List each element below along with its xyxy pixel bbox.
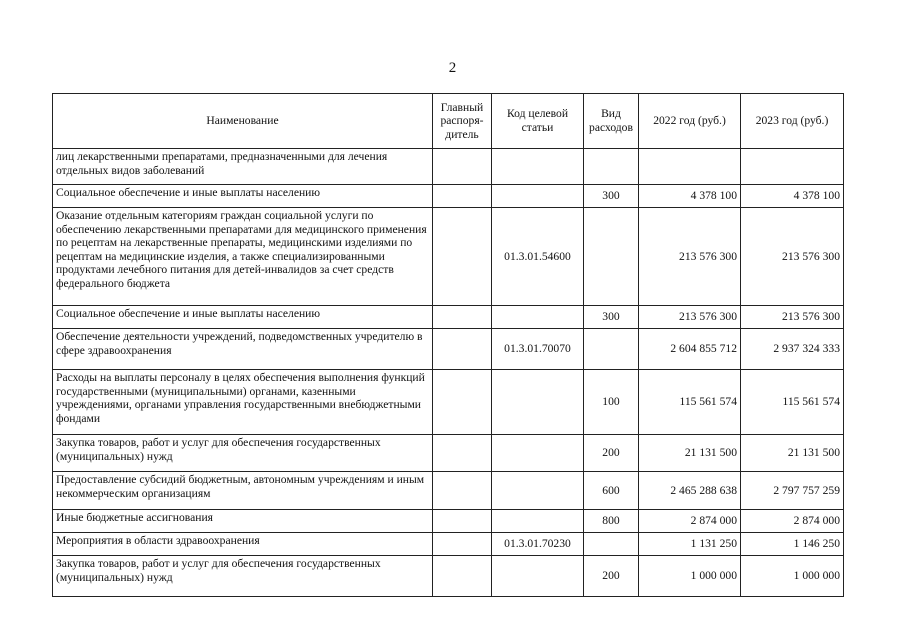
- row-2023: 213 576 300: [741, 306, 844, 329]
- row-2022: 1 131 250: [639, 533, 741, 556]
- row-name: Предоставление субсидий бюджетным, автономным учреждениям и иным некоммерческим организациям: [53, 472, 433, 510]
- row-2023: [741, 149, 844, 185]
- row-2022: 21 131 500: [639, 435, 741, 472]
- row-manager: [433, 510, 492, 533]
- row-type: 300: [584, 185, 639, 208]
- row-type: [584, 149, 639, 185]
- row-code: [492, 185, 584, 208]
- row-2023: 1 000 000: [741, 556, 844, 597]
- row-code: 01.3.01.70230: [492, 533, 584, 556]
- row-type: [584, 208, 639, 306]
- row-manager: [433, 370, 492, 435]
- header-2022: 2022 год (руб.): [639, 94, 741, 149]
- row-2022: 4 378 100: [639, 185, 741, 208]
- row-name: Иные бюджетные ассигнования: [53, 510, 433, 533]
- row-code: 01.3.01.70070: [492, 329, 584, 370]
- row-manager: [433, 556, 492, 597]
- row-type: 800: [584, 510, 639, 533]
- row-2022: 2 604 855 712: [639, 329, 741, 370]
- row-code: 01.3.01.54600: [492, 208, 584, 306]
- table-row: [53, 185, 844, 208]
- row-name: Оказание отдельным категориям граждан социальной услуги по обеспечению лекарственными препаратами для медицинского применения по рецептам на лекарственные препараты, медицинскими изделиями по рецептам на медицинские изделия, а также специализированными продуктами лечебного питания для детей-инвалидов за счет средств федерального бюджета: [53, 208, 433, 306]
- row-code: [492, 306, 584, 329]
- row-type: 300: [584, 306, 639, 329]
- table-row: [53, 472, 844, 510]
- row-2023: 4 378 100: [741, 185, 844, 208]
- row-2023: 1 146 250: [741, 533, 844, 556]
- row-2022: 1 000 000: [639, 556, 741, 597]
- row-2022: 2 874 000: [639, 510, 741, 533]
- row-manager: [433, 208, 492, 306]
- budget-table: [52, 93, 844, 597]
- row-2023: 2 874 000: [741, 510, 844, 533]
- table-row: [53, 370, 844, 435]
- row-manager: [433, 472, 492, 510]
- row-type: [584, 533, 639, 556]
- header-type: Вид расходов: [584, 94, 639, 149]
- row-type: 100: [584, 370, 639, 435]
- row-manager: [433, 329, 492, 370]
- table-row: [53, 208, 844, 306]
- row-2023: 21 131 500: [741, 435, 844, 472]
- page-number: 2: [448, 60, 457, 76]
- row-2022: 2 465 288 638: [639, 472, 741, 510]
- row-type: 600: [584, 472, 639, 510]
- row-type: [584, 329, 639, 370]
- row-manager: [433, 533, 492, 556]
- row-code: [492, 370, 584, 435]
- row-2023: 115 561 574: [741, 370, 844, 435]
- row-2023: 2 937 324 333: [741, 329, 844, 370]
- table-row: [53, 329, 844, 370]
- row-manager: [433, 149, 492, 185]
- table-row: [53, 306, 844, 329]
- row-name: Социальное обеспечение и иные выплаты населению: [53, 306, 433, 329]
- row-2023: 2 797 757 259: [741, 472, 844, 510]
- table-row: [53, 435, 844, 472]
- row-type: 200: [584, 556, 639, 597]
- header-manager: Главный распоря-дитель: [433, 94, 492, 149]
- table-header-row: [53, 94, 844, 149]
- row-name: Закупка товаров, работ и услуг для обеспечения государственных (муниципальных) нужд: [53, 435, 433, 472]
- table-row: [53, 510, 844, 533]
- header-2023: 2023 год (руб.): [741, 94, 844, 149]
- row-manager: [433, 306, 492, 329]
- table-row: [53, 533, 844, 556]
- row-name: Расходы на выплаты персоналу в целях обеспечения выполнения функций государственными (муниципальными) органами, казенными учреждениями, органами управления государственными внебюджетными фондами: [53, 370, 433, 435]
- row-name: Социальное обеспечение и иные выплаты населению: [53, 185, 433, 208]
- row-name: Обеспечение деятельности учреждений, подведомственных учредителю в сфере здравоохранения: [53, 329, 433, 370]
- row-code: [492, 556, 584, 597]
- row-name: лиц лекарственными препаратами, предназначенными для лечения отдельных видов заболеваний: [53, 149, 433, 185]
- row-2023: 213 576 300: [741, 208, 844, 306]
- row-code: [492, 472, 584, 510]
- table-row: [53, 149, 844, 185]
- row-2022: 115 561 574: [639, 370, 741, 435]
- row-manager: [433, 435, 492, 472]
- row-code: [492, 510, 584, 533]
- row-name: Закупка товаров, работ и услуг для обеспечения государственных (муниципальных) нужд: [53, 556, 433, 597]
- row-type: 200: [584, 435, 639, 472]
- row-code: [492, 149, 584, 185]
- table-row: [53, 556, 844, 597]
- row-2022: 213 576 300: [639, 208, 741, 306]
- row-2022: 213 576 300: [639, 306, 741, 329]
- row-2022: [639, 149, 741, 185]
- header-name: Наименование: [53, 94, 433, 149]
- header-code: Код целевой статьи: [492, 94, 584, 149]
- row-manager: [433, 185, 492, 208]
- row-name: Мероприятия в области здравоохранения: [53, 533, 433, 556]
- row-code: [492, 435, 584, 472]
